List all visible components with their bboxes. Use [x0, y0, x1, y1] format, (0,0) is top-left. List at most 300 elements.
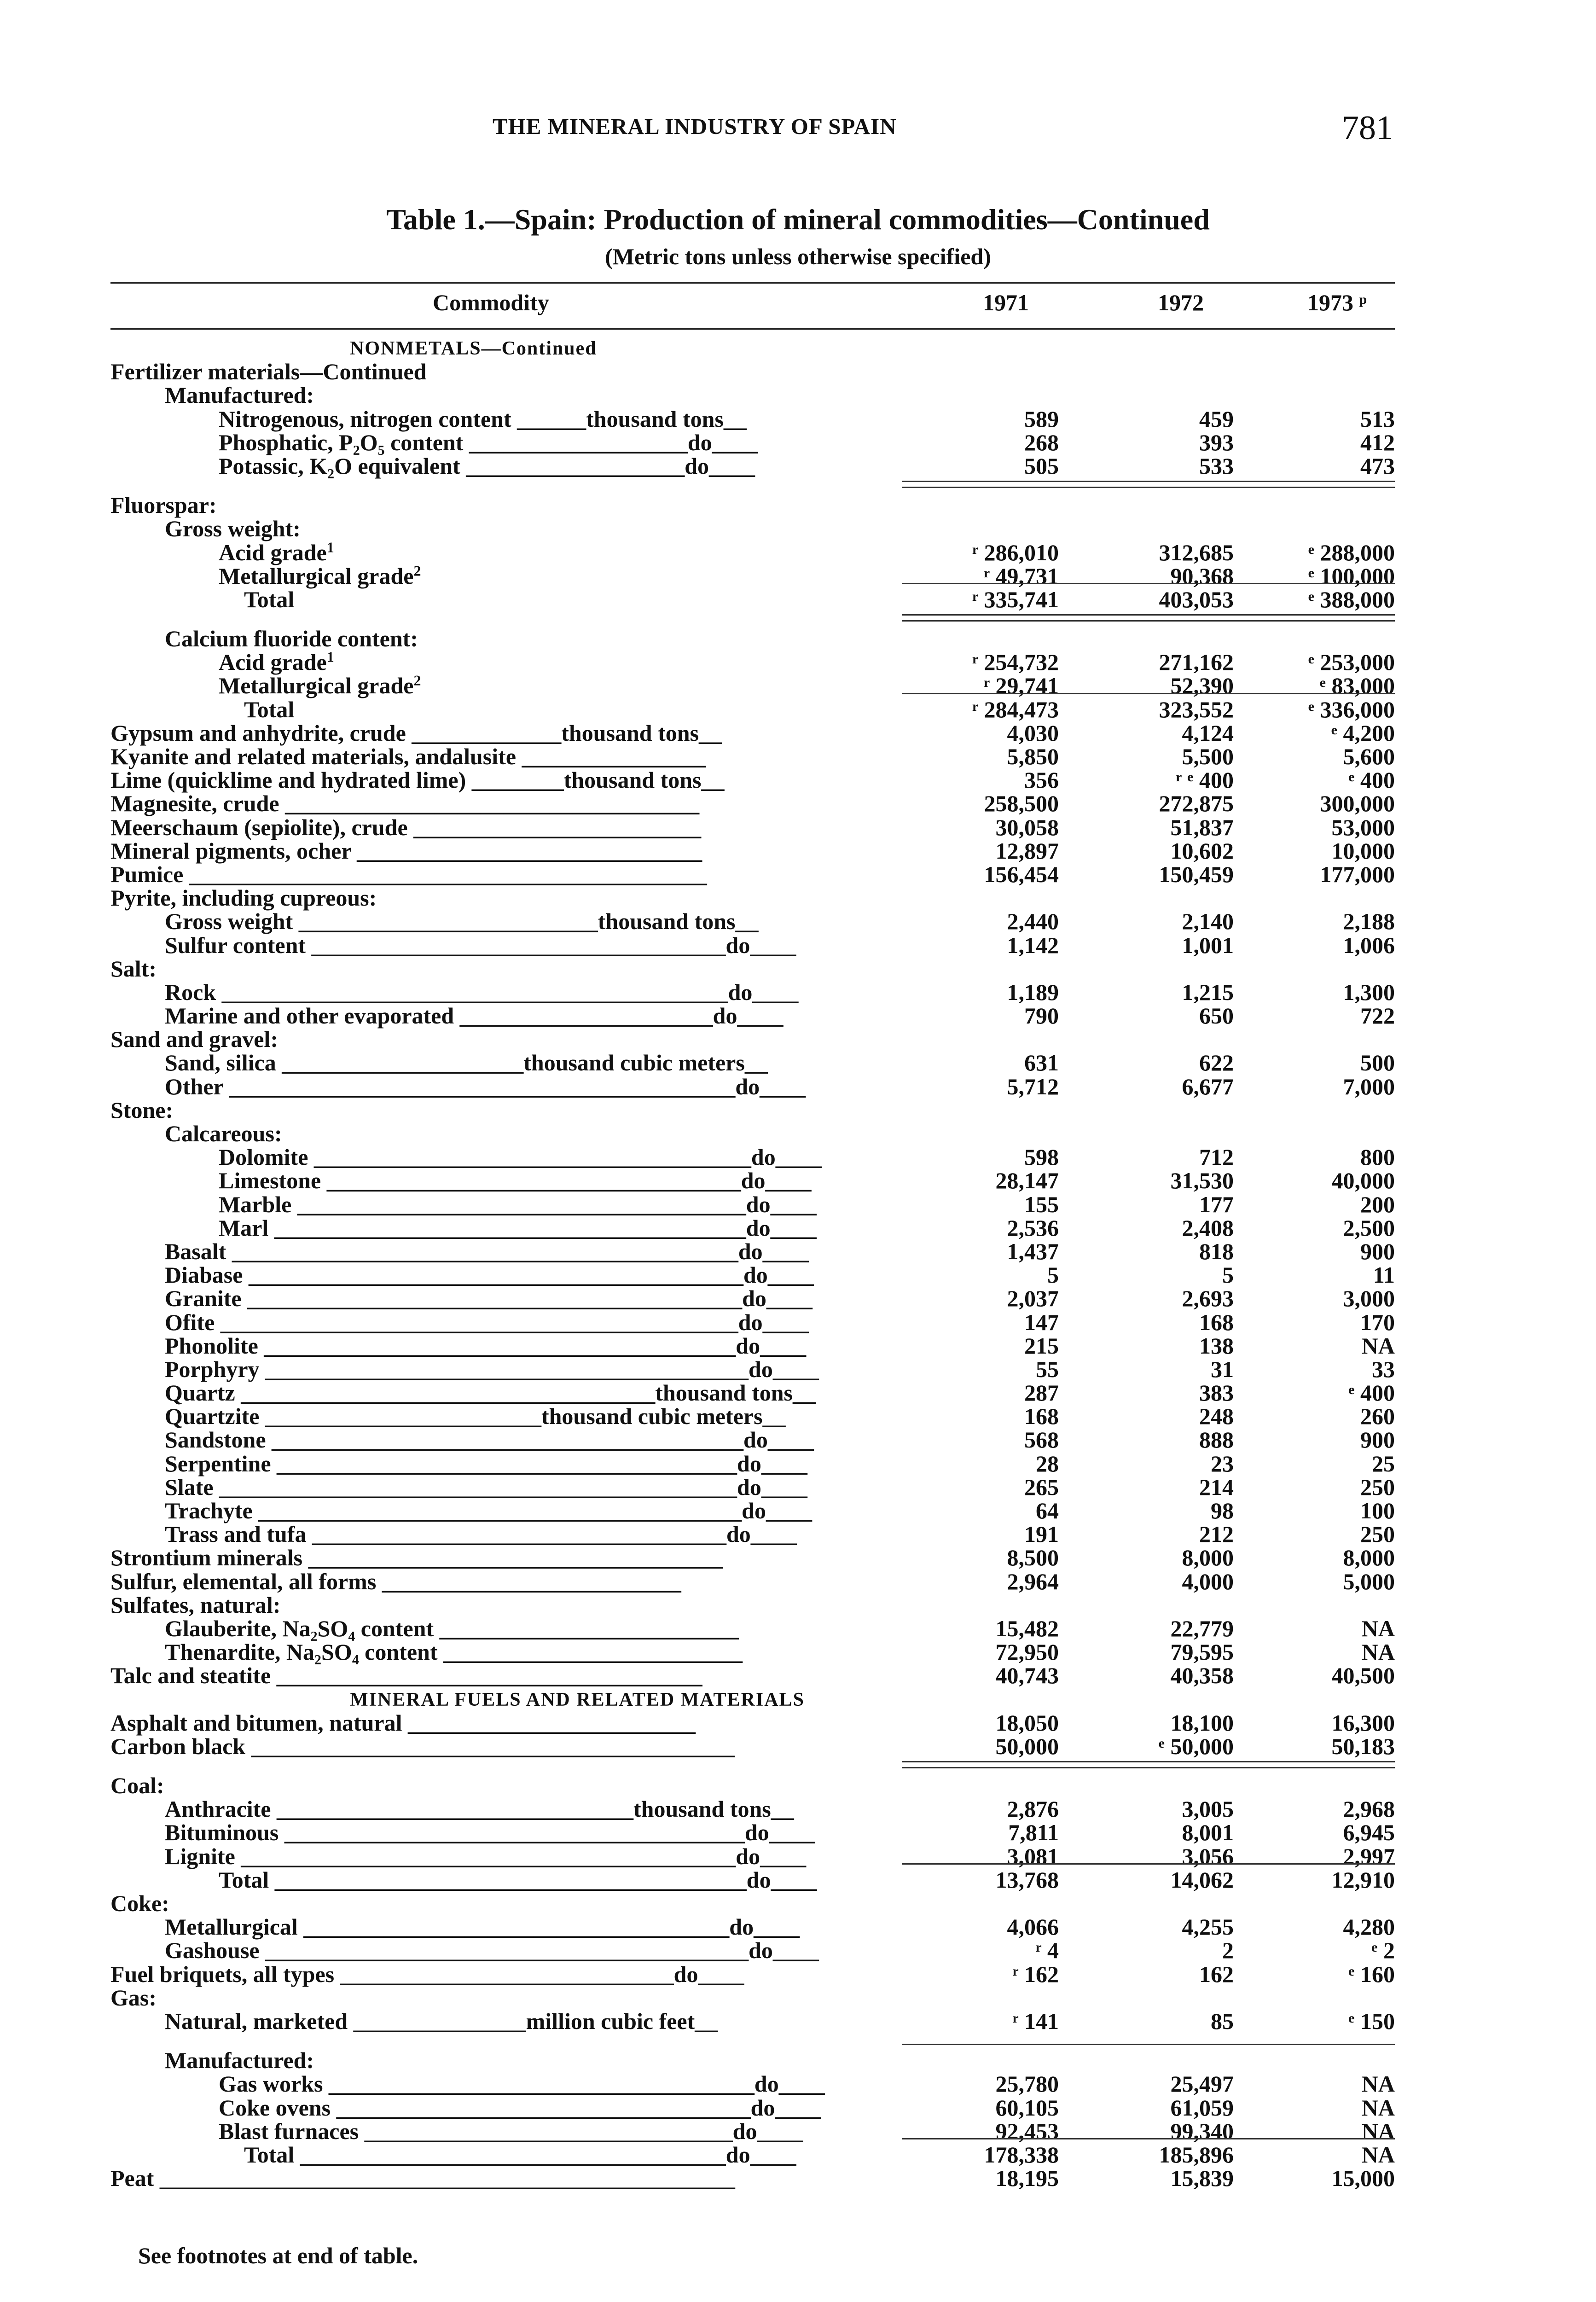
value-1972: 15,839 [1170, 2165, 1234, 2192]
value-1973: 6,945 [1343, 1820, 1395, 1846]
footnote-marker: 1 [326, 648, 334, 665]
value-1973: 2,500 [1343, 1215, 1395, 1241]
header-top-rule [110, 282, 1395, 284]
commodity-text: Acid grade [219, 539, 327, 565]
commodity-text: Metallurgical grade [219, 673, 414, 699]
value-1972: 10,602 [1170, 837, 1234, 864]
commodity-text: Dolomite ______________________________________do____ [219, 1144, 822, 1170]
value-1973: 15,000 [1331, 2165, 1395, 2192]
table-row [0, 2164, 1596, 2192]
value-1973: 200 [1360, 1191, 1395, 1217]
table-row [0, 2117, 1596, 2144]
value-1973: 33 [1372, 1356, 1395, 1382]
table-row [0, 1473, 1596, 1500]
value-1971: 2,440 [1007, 908, 1059, 935]
commodity-text: Phonolite _________________________________________do____ [165, 1332, 807, 1359]
value-1973: 7,000 [1343, 1073, 1395, 1099]
table-row [0, 1795, 1596, 1822]
value-1973: 250 [1360, 1474, 1395, 1500]
value-1971: 2,964 [1007, 1568, 1059, 1594]
table-row [0, 1048, 1596, 1076]
value-1972: 272,875 [1159, 791, 1234, 817]
value-1971: 5,712 [1007, 1073, 1059, 1099]
table-row [0, 2140, 1596, 2168]
commodity-text: Trachyte __________________________________________do____ [165, 1498, 812, 1523]
commodity-text: Porphyry __________________________________________do____ [165, 1356, 819, 1382]
value-1971: 631 [1024, 1050, 1059, 1076]
value-1971: 156,454 [984, 861, 1059, 887]
commodity-text: Meerschaum (sepiolite), crude _________________________ [110, 814, 702, 840]
column-header-1971: 1971 [983, 290, 1029, 315]
value-1972: 162 [1199, 1961, 1234, 1987]
value-1972: 52,390 [1170, 673, 1234, 699]
value-1971: 7,811 [1008, 1820, 1059, 1846]
value-1972: 2,140 [1182, 908, 1234, 935]
value-1973: ᵉ 4,200 [1331, 720, 1395, 746]
value-1973: ᵉ 160 [1348, 1961, 1395, 1987]
commodity-text: Salt: [110, 955, 157, 982]
commodity-label [219, 453, 755, 479]
value-1971: ʳ 286,010 [972, 539, 1059, 565]
table-row [0, 789, 1596, 817]
value-1973: 16,300 [1331, 1709, 1395, 1736]
value-1973: NA [1361, 2094, 1395, 2121]
value-1972: 3,005 [1182, 1796, 1234, 1822]
table-row [0, 742, 1596, 769]
commodity-text: Peat __________________________________________________ [110, 2165, 735, 2192]
value-1972: 2 [1222, 1937, 1234, 1964]
value-1972: 6,677 [1182, 1073, 1234, 1099]
commodity-text: Fluorspar: [110, 492, 217, 518]
commodity-text: Manufactured: [165, 382, 314, 408]
value-1972: 5,500 [1182, 744, 1234, 769]
value-1973: NA [1361, 1615, 1395, 1641]
value-1973: 2,997 [1343, 1843, 1395, 1869]
table-row [0, 405, 1596, 432]
value-1972: 4,124 [1182, 720, 1234, 746]
commodity-text: Phosphatic, P₂O₅ content ___________________do____ [219, 429, 758, 455]
table-row [0, 562, 1596, 589]
table-row [0, 428, 1596, 455]
table-row [0, 1378, 1596, 1406]
value-1972: 712 [1199, 1144, 1234, 1170]
commodity-text: Lime (quicklime and hydrated lime) ________thousand tons__ [110, 767, 725, 793]
value-1971: 2,536 [1007, 1215, 1059, 1241]
value-1971: 1,142 [1007, 932, 1059, 958]
table-row [0, 491, 1596, 518]
value-1971: 155 [1024, 1191, 1059, 1217]
table-row [0, 1913, 1596, 1940]
section-heading [0, 334, 1596, 357]
value-1971: ʳ 49,731 [984, 563, 1059, 589]
table-row [0, 538, 1596, 565]
table-row [0, 1425, 1596, 1453]
value-1972: 61,059 [1170, 2094, 1234, 2121]
value-1971: ʳ 162 [1012, 1961, 1059, 1987]
table-row [0, 648, 1596, 675]
table-row [0, 954, 1596, 982]
section-heading [0, 1685, 1596, 1709]
value-1972: 459 [1199, 406, 1234, 432]
commodity-text: Gross weight __________________________thousand tons__ [165, 908, 759, 935]
value-1971: 287 [1024, 1380, 1059, 1406]
value-1972: 5 [1222, 1262, 1234, 1288]
commodity-text: Thenardite, Na₂SO₄ content __________________________ [165, 1639, 743, 1665]
value-1971: 505 [1024, 453, 1059, 479]
commodity-text: Trass and tufa ____________________________________do____ [165, 1521, 797, 1547]
value-1971: 790 [1024, 1003, 1059, 1029]
column-header-1972: 1972 [1158, 290, 1204, 315]
value-1973: ᵉ 253,000 [1308, 649, 1395, 675]
table-row [0, 1661, 1596, 1689]
table-row [0, 813, 1596, 840]
value-1972: 212 [1199, 1521, 1234, 1547]
commodity-text: Coke: [110, 1890, 169, 1916]
table-row [0, 2007, 1596, 2034]
commodity-text: Potassic, K₂O equivalent ___________________do____ [219, 453, 755, 479]
table-row [0, 1567, 1596, 1594]
commodity-text: Mineral pigments, ocher ______________________________ [110, 837, 702, 864]
value-1972: 8,000 [1182, 1545, 1234, 1571]
value-1973: 2,968 [1343, 1796, 1395, 1822]
value-1973: ᵉ 2 [1371, 1937, 1395, 1964]
table-row [0, 2069, 1596, 2097]
commodity-text: NONMETALS—Continued [350, 338, 597, 359]
commodity-text: Marl _________________________________________do____ [219, 1215, 817, 1241]
table-row [0, 978, 1596, 1005]
value-1971: 4,066 [1007, 1914, 1059, 1940]
value-1973: NA [1361, 2141, 1395, 2168]
value-1972: 98 [1211, 1498, 1234, 1523]
commodity-text: Quartz ____________________________________thousand tons__ [165, 1380, 816, 1406]
value-1972: 23 [1211, 1450, 1234, 1477]
value-1973: NA [1361, 2118, 1395, 2144]
commodity-text: Kyanite and related materials, andalusite ________________ [110, 744, 706, 769]
commodity-text: Coal: [110, 1773, 164, 1799]
value-1972: 1,215 [1182, 979, 1234, 1005]
value-1972: 185,896 [1159, 2141, 1234, 2168]
value-1971: 589 [1024, 406, 1059, 432]
table-row [0, 1214, 1596, 1241]
commodity-text: Asphalt and bitumen, natural _________________________ [110, 1709, 696, 1736]
table-row [0, 766, 1596, 793]
value-1973: 10,000 [1331, 837, 1395, 864]
commodity-text: Calcareous: [165, 1121, 282, 1146]
commodity-text: Marine and other evaporated ______________________do____ [165, 1003, 783, 1029]
value-1973: 177,000 [1320, 861, 1395, 887]
value-1973: 900 [1360, 1427, 1395, 1453]
value-1973: ᵉ 83,000 [1320, 673, 1395, 699]
commodity-text: Gas: [110, 1984, 157, 2011]
commodity-text: Calcium fluoride content: [165, 626, 418, 652]
table-row [0, 1096, 1596, 1123]
table-row [0, 1866, 1596, 1893]
commodity-text: Carbon black __________________________________________ [110, 1733, 735, 1759]
value-1971: 2,876 [1007, 1796, 1059, 1822]
value-1972: 90,368 [1170, 563, 1234, 589]
value-1973: 53,000 [1331, 814, 1395, 840]
table-row [0, 1331, 1596, 1359]
value-1973: 50,183 [1331, 1733, 1395, 1759]
table-row [0, 837, 1596, 864]
table-row [0, 1261, 1596, 1288]
value-1973: 500 [1360, 1050, 1395, 1076]
value-1973: 2,188 [1343, 908, 1395, 935]
table-row [0, 624, 1596, 652]
footnote: See footnotes at end of table. [138, 2243, 418, 2268]
value-1972: 214 [1199, 1474, 1234, 1500]
value-1973: ᵉ 100,000 [1308, 563, 1395, 589]
value-1971: 215 [1024, 1332, 1059, 1359]
value-1973: 40,500 [1331, 1663, 1395, 1689]
value-1973: 300,000 [1320, 791, 1395, 817]
value-1972: 888 [1199, 1427, 1234, 1453]
commodity-text: Blast furnaces ________________________________do____ [219, 2118, 803, 2144]
commodity-label [110, 2165, 735, 2192]
value-1973: ᵉ 150 [1348, 2008, 1395, 2034]
value-1972: ᵉ 50,000 [1159, 1733, 1234, 1759]
value-1971: 18,195 [995, 2165, 1059, 2192]
column-header-1973: 1973 ᵖ [1307, 290, 1367, 315]
commodity-text: Granite ___________________________________________do____ [165, 1285, 813, 1312]
value-1972: 31,530 [1170, 1168, 1234, 1194]
commodity-text: Fertilizer materials—Continued [110, 359, 427, 385]
table-row [0, 719, 1596, 746]
table-row [0, 1818, 1596, 1846]
value-1973: 100 [1360, 1498, 1395, 1523]
commodity-label [244, 586, 294, 613]
table-row [0, 1732, 1596, 1759]
value-1973: 250 [1360, 1521, 1395, 1547]
table-row [0, 452, 1596, 479]
value-1973: 40,000 [1331, 1168, 1395, 1194]
value-1972: 393 [1199, 429, 1234, 455]
table-row [0, 1072, 1596, 1099]
value-1971: 50,000 [995, 1733, 1059, 1759]
value-1972: 1,001 [1182, 932, 1234, 958]
value-1972: 22,779 [1170, 1615, 1234, 1641]
commodity-text: Basalt ____________________________________________do____ [165, 1238, 809, 1264]
commodity-text: Sand and gravel: [110, 1026, 278, 1052]
page-header [0, 109, 1596, 145]
value-1972: 99,340 [1170, 2118, 1234, 2144]
value-1972: 8,001 [1182, 1820, 1234, 1846]
value-1971: ʳ 141 [1012, 2008, 1059, 2034]
value-1971: 3,081 [1007, 1843, 1059, 1869]
value-1973: 25 [1372, 1450, 1395, 1477]
commodity-text: Rock ____________________________________________do____ [165, 979, 799, 1005]
value-1971: 25,780 [995, 2071, 1059, 2097]
value-1971: ʳ 335,741 [972, 586, 1059, 612]
commodity-text: Strontium minerals ____________________________________ [110, 1545, 723, 1571]
table-row [0, 907, 1596, 935]
value-1971: 258,500 [984, 791, 1059, 817]
commodity-text: Sandstone _________________________________________do____ [165, 1427, 814, 1453]
value-1973: 11 [1373, 1262, 1395, 1288]
value-1972: 818 [1199, 1238, 1234, 1264]
value-1972: 4,255 [1182, 1914, 1234, 1940]
value-1972: 622 [1199, 1050, 1234, 1076]
table-row [0, 671, 1596, 699]
footnote-marker: 1 [326, 538, 334, 555]
running-title: THE MINERAL INDUSTRY OF SPAIN [493, 114, 897, 139]
commodity-text: Diabase ___________________________________________do____ [165, 1262, 814, 1288]
commodity-text: Slate _____________________________________________do____ [165, 1474, 807, 1500]
value-1971: 28 [1036, 1450, 1059, 1477]
value-1972: 138 [1199, 1332, 1234, 1359]
commodity-text: Magnesite, crude ____________________________________ [110, 791, 700, 817]
value-1971: 568 [1024, 1427, 1059, 1453]
value-1973: ᵉ 400 [1348, 767, 1395, 793]
value-1973: 260 [1360, 1403, 1395, 1430]
commodity-text: Natural, marketed _______________million cubic feet__ [165, 2008, 718, 2034]
commodity-text: Quartzite ________________________thousand cubic meters__ [165, 1403, 786, 1430]
value-1971: 356 [1024, 767, 1059, 793]
table-row [0, 1591, 1596, 1618]
value-1972: 403,053 [1159, 586, 1234, 612]
table-row [0, 1237, 1596, 1264]
value-1971: 168 [1024, 1403, 1059, 1430]
table-row [0, 1543, 1596, 1571]
value-1972: 383 [1199, 1380, 1234, 1406]
table-row [0, 514, 1596, 542]
value-1972: 248 [1199, 1403, 1234, 1430]
table-row [0, 1166, 1596, 1194]
table-row [0, 1638, 1596, 1665]
value-1971: 1,437 [1007, 1238, 1059, 1264]
value-1973: ᵉ 288,000 [1308, 539, 1395, 565]
value-1973: 3,000 [1343, 1285, 1395, 1312]
table-row [0, 884, 1596, 911]
commodity-text: Gas works _____________________________________do____ [219, 2071, 825, 2097]
value-1972: 150,459 [1159, 861, 1234, 887]
value-1971: ʳ 254,732 [972, 649, 1059, 675]
table-row [0, 1614, 1596, 1641]
value-1972: 3,056 [1182, 1843, 1234, 1869]
table-row [0, 695, 1596, 722]
value-1971: 178,338 [984, 2141, 1059, 2168]
commodity-label [350, 1689, 805, 1711]
value-1972: 177 [1199, 1191, 1234, 1217]
commodity-text: Talc and steatite _____________________________________ [110, 1663, 702, 1689]
value-1971: 18,050 [995, 1709, 1059, 1736]
value-1971: 28,147 [995, 1168, 1059, 1194]
table-row [0, 860, 1596, 887]
value-1972: 51,837 [1170, 814, 1234, 840]
value-1972: 312,685 [1159, 539, 1234, 565]
table-row [0, 1983, 1596, 2011]
value-1973: 5,000 [1343, 1568, 1395, 1594]
value-1971: ʳ 29,741 [984, 673, 1059, 699]
value-1972: 533 [1199, 453, 1234, 479]
value-1971: 30,058 [995, 814, 1059, 840]
value-1972: 79,595 [1170, 1639, 1234, 1665]
commodity-text: Gross weight: [165, 516, 301, 542]
value-1972: 85 [1211, 2008, 1234, 2034]
table-row [0, 1449, 1596, 1477]
table-row [0, 357, 1596, 385]
commodity-text: Pyrite, including cupreous: [110, 885, 377, 911]
value-1972: 25,497 [1170, 2071, 1234, 2097]
value-1972: 271,162 [1159, 649, 1234, 675]
value-1972: 168 [1199, 1309, 1234, 1335]
value-1973: 1,006 [1343, 932, 1395, 958]
value-1971: 2,037 [1007, 1285, 1059, 1312]
commodity-text: Marble _______________________________________do____ [219, 1191, 817, 1217]
value-1973: NA [1361, 1332, 1395, 1359]
commodity-text: Gashouse __________________________________________do____ [165, 1937, 819, 1964]
value-1971: 64 [1036, 1498, 1059, 1523]
column-header-commodity: Commodity [433, 290, 549, 315]
value-1973: NA [1361, 1639, 1395, 1665]
value-1971: 265 [1024, 1474, 1059, 1500]
value-1973: ᵉ 336,000 [1308, 696, 1395, 722]
value-1972: 650 [1199, 1003, 1234, 1029]
commodity-text: Anthracite _______________________________thousand tons__ [165, 1796, 794, 1822]
commodity-text: Pumice _____________________________________________ [110, 861, 707, 887]
table-row [0, 1190, 1596, 1217]
table-body [0, 334, 1596, 2192]
table-row [0, 1143, 1596, 1170]
value-1973: 800 [1360, 1144, 1395, 1170]
value-1971: 40,743 [995, 1663, 1059, 1689]
value-1973: 5,600 [1343, 744, 1395, 769]
value-1972: 323,552 [1159, 696, 1234, 722]
value-1971: 5 [1047, 1262, 1059, 1288]
commodity-text: Bituminous ________________________________________do____ [165, 1820, 815, 1846]
table-row [0, 1496, 1596, 1523]
value-1971: 5,850 [1007, 744, 1059, 769]
commodity-text: Total _________________________________________do____ [219, 1866, 817, 1893]
footnote-marker: 2 [413, 672, 421, 689]
value-1973: 8,000 [1343, 1545, 1395, 1571]
value-1971: ʳ 284,473 [972, 696, 1059, 722]
footnote-marker: 2 [413, 562, 421, 579]
commodity-text: Metallurgical grade [219, 563, 414, 589]
value-1972: 18,100 [1170, 1709, 1234, 1736]
value-1973: 12,910 [1331, 1866, 1395, 1893]
value-1973: 412 [1360, 429, 1395, 455]
table-row [0, 1025, 1596, 1052]
value-1971: 15,482 [995, 1615, 1059, 1641]
value-1973: ᵉ 400 [1348, 1380, 1395, 1406]
value-1971: 4,030 [1007, 720, 1059, 746]
commodity-text: Limestone ____________________________________do____ [219, 1168, 812, 1194]
commodity-text: Coke ovens ____________________________________do____ [219, 2094, 821, 2121]
table-row [0, 1119, 1596, 1146]
value-1973: 513 [1360, 406, 1395, 432]
commodity-text: Gypsum and anhydrite, crude _____________thousand tons__ [110, 720, 722, 746]
table-row [0, 1889, 1596, 1916]
value-1971: 60,105 [995, 2094, 1059, 2121]
commodity-text: Sulfur, elemental, all forms __________________________ [110, 1568, 681, 1594]
commodity-text: Sulfates, natural: [110, 1592, 281, 1618]
table-row [0, 1960, 1596, 1987]
commodity-text: Serpentine ________________________________________do____ [165, 1450, 807, 1477]
commodity-text: Total [244, 586, 295, 612]
value-1972: 2,408 [1182, 1215, 1234, 1241]
value-1972: 14,062 [1170, 1866, 1234, 1893]
value-1973: 4,280 [1343, 1914, 1395, 1940]
value-1973: 170 [1360, 1309, 1395, 1335]
table-row [0, 1355, 1596, 1382]
value-1973: 473 [1360, 453, 1395, 479]
value-1972: 2,693 [1182, 1285, 1234, 1312]
value-1971: 72,950 [995, 1639, 1059, 1665]
value-1971: 92,453 [995, 2118, 1059, 2144]
value-1973: ᵉ 388,000 [1308, 586, 1395, 612]
table-row [0, 1308, 1596, 1335]
